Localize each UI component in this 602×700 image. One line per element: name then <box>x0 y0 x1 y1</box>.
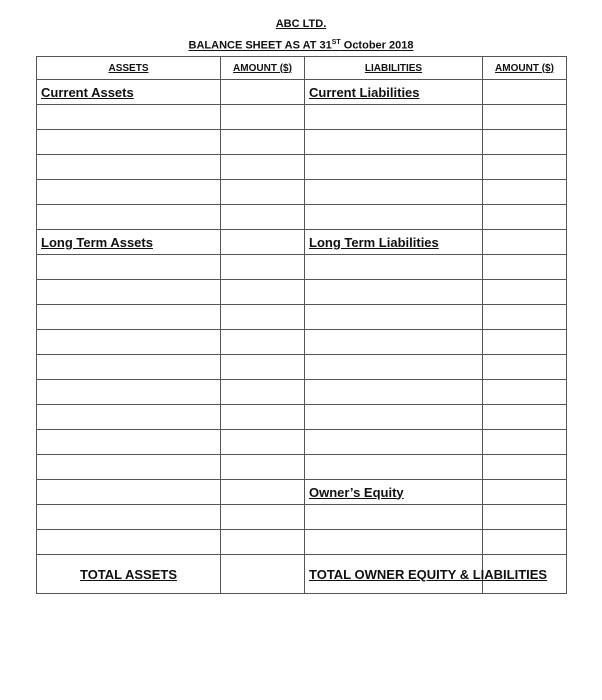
amount-cell <box>221 180 305 205</box>
total-equity-liabilities-label: TOTAL OWNER EQUITY & LIABILITIES <box>305 555 483 594</box>
cell <box>305 355 483 380</box>
amount-cell <box>221 205 305 230</box>
cell <box>37 405 221 430</box>
cell <box>305 505 483 530</box>
cell <box>37 455 221 480</box>
amount-cell <box>221 380 305 405</box>
total-assets-amount <box>221 555 305 594</box>
amount-cell <box>221 280 305 305</box>
amount-cell <box>221 305 305 330</box>
table-row <box>37 230 567 255</box>
amount-cell <box>483 280 567 305</box>
header-row <box>37 57 567 80</box>
amount-cell <box>483 155 567 180</box>
header-amount-right: AMOUNT ($) <box>483 57 567 80</box>
amount-cell <box>221 130 305 155</box>
table-row <box>37 255 567 280</box>
cell <box>305 380 483 405</box>
header-amount-left: AMOUNT ($) <box>221 57 305 80</box>
table-row <box>37 405 567 430</box>
amount-cell <box>483 255 567 280</box>
cell <box>305 330 483 355</box>
cell <box>305 530 483 555</box>
table-row <box>37 80 567 105</box>
amount-cell <box>483 230 567 255</box>
cell <box>37 205 221 230</box>
amount-cell <box>483 480 567 505</box>
header-assets: ASSETS <box>37 57 221 80</box>
header-liabilities: LIABILITIES <box>305 57 483 80</box>
cell <box>305 405 483 430</box>
cell <box>305 180 483 205</box>
amount-cell <box>483 305 567 330</box>
amount-cell <box>221 405 305 430</box>
table-row <box>37 155 567 180</box>
amount-cell <box>221 80 305 105</box>
table-row <box>37 430 567 455</box>
amount-cell <box>483 205 567 230</box>
amount-cell <box>221 255 305 280</box>
cell <box>37 430 221 455</box>
total-assets-label: TOTAL ASSETS <box>37 555 221 594</box>
section-long-term-liabilities: Long Term Liabilities <box>305 230 483 255</box>
cell <box>37 155 221 180</box>
amount-cell <box>483 455 567 480</box>
amount-cell <box>483 130 567 155</box>
amount-cell <box>221 330 305 355</box>
amount-cell <box>483 105 567 130</box>
amount-cell <box>221 430 305 455</box>
cell <box>305 430 483 455</box>
amount-cell <box>221 105 305 130</box>
amount-cell <box>483 380 567 405</box>
amount-cell <box>221 530 305 555</box>
cell <box>305 205 483 230</box>
cell <box>305 305 483 330</box>
table-row <box>37 305 567 330</box>
amount-cell <box>483 180 567 205</box>
table-row <box>37 180 567 205</box>
table-row <box>37 205 567 230</box>
cell <box>305 155 483 180</box>
section-owners-equity: Owner’s Equity <box>305 480 483 505</box>
amount-cell <box>221 505 305 530</box>
section-current-assets: Current Assets <box>37 80 221 105</box>
totals-row <box>37 555 567 594</box>
cell <box>37 330 221 355</box>
cell <box>37 105 221 130</box>
amount-cell <box>221 355 305 380</box>
table-row <box>37 355 567 380</box>
cell <box>305 130 483 155</box>
amount-cell <box>221 230 305 255</box>
cell <box>37 480 221 505</box>
table-row <box>37 130 567 155</box>
cell <box>37 355 221 380</box>
cell <box>305 105 483 130</box>
amount-cell <box>483 330 567 355</box>
statement-title <box>0 39 602 52</box>
cell <box>37 380 221 405</box>
amount-cell <box>483 80 567 105</box>
table-row <box>37 105 567 130</box>
section-current-liabilities: Current Liabilities <box>305 80 483 105</box>
table-row <box>37 455 567 480</box>
amount-cell <box>483 530 567 555</box>
amount-cell <box>221 155 305 180</box>
cell <box>37 280 221 305</box>
statement-title-superscript: ST <box>331 39 341 46</box>
amount-cell <box>483 355 567 380</box>
balance-sheet-table <box>36 56 567 594</box>
table-row <box>37 330 567 355</box>
table-row <box>37 530 567 555</box>
section-long-term-assets: Long Term Assets <box>37 230 221 255</box>
amount-cell <box>483 430 567 455</box>
table-row <box>37 480 567 505</box>
company-name: ABC LTD. <box>275 18 327 30</box>
cell <box>305 255 483 280</box>
cell <box>37 255 221 280</box>
amount-cell <box>483 405 567 430</box>
amount-cell <box>221 480 305 505</box>
cell <box>37 530 221 555</box>
cell <box>305 455 483 480</box>
cell <box>37 180 221 205</box>
statement-title-prefix: BALANCE SHEET AS AT 31 <box>188 39 332 52</box>
statement-title-suffix: October 2018 <box>340 39 414 52</box>
cell <box>37 305 221 330</box>
amount-cell <box>483 505 567 530</box>
table-row <box>37 380 567 405</box>
amount-cell <box>221 455 305 480</box>
table-row <box>37 280 567 305</box>
table-row <box>37 505 567 530</box>
cell <box>37 505 221 530</box>
cell <box>37 130 221 155</box>
cell <box>305 280 483 305</box>
